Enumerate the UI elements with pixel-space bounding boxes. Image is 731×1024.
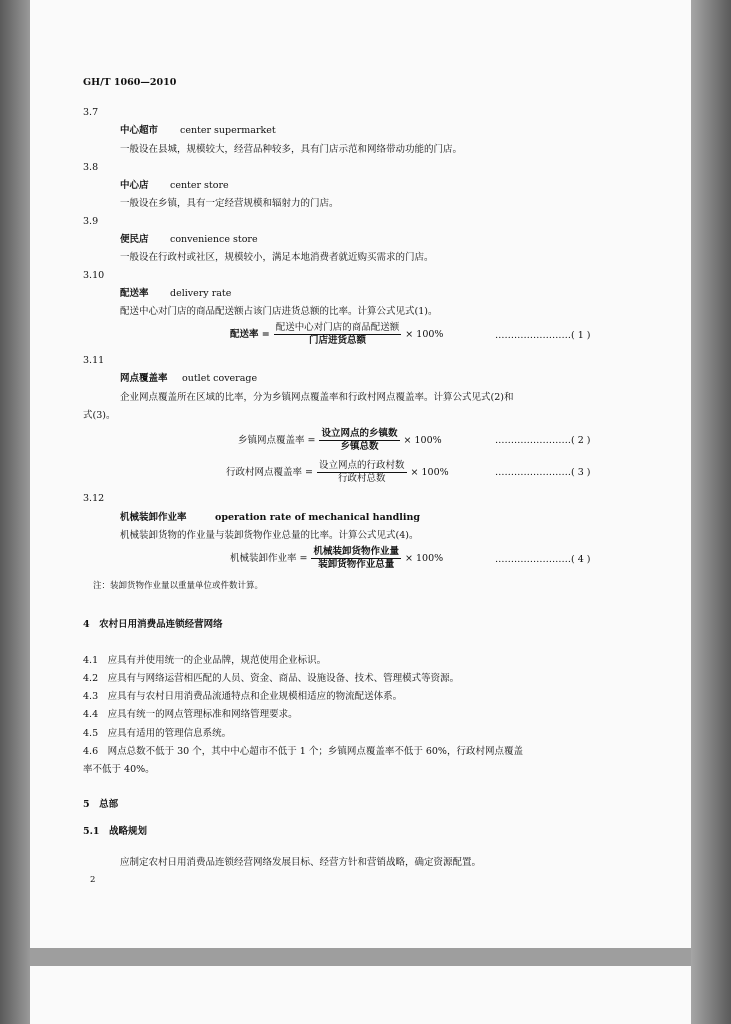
term-cn: 中心超市 [120, 125, 159, 136]
left-scan-edge [0, 0, 30, 1024]
term-en: center supermarket [180, 125, 276, 136]
leader-dots: …………………… [495, 467, 571, 478]
fraction [319, 428, 399, 453]
term-en: center store [170, 180, 229, 191]
term-cn: 机械装卸作业率 [120, 512, 187, 523]
formula-4 [230, 546, 443, 571]
formula-1 [230, 322, 443, 347]
fraction-denominator: 乡镇总数 [340, 441, 379, 452]
subclause-text: 应制定农村日用消费品连锁经营网络发展目标、经营方针和营销战略，确定资源配置。 [120, 857, 482, 868]
formula-lhs: 机械装卸作业率 = [230, 552, 308, 564]
subclause-title: 5.1 战略规划 [83, 826, 148, 837]
term-definition-cont: 式(3)。 [83, 410, 116, 421]
right-scan-edge [691, 0, 731, 1024]
equation-number [495, 554, 591, 565]
clause-number: 3.11 [83, 355, 105, 366]
fraction-denominator: 行政村总数 [337, 473, 386, 484]
fraction [311, 546, 401, 571]
equation-number [495, 435, 591, 446]
formula-lhs: 乡镇网点覆盖率 = [238, 434, 316, 446]
term-en: convenience store [170, 234, 258, 245]
clause-item: 4.2 应具有与网络运营相匹配的人员、资金、商品、设施设备、技术、管理模式等资源。 [83, 673, 460, 684]
formula-percent: × 100% [405, 552, 444, 564]
equation-number [495, 467, 591, 478]
fraction [317, 460, 407, 485]
fraction-numerator: 机械装卸货物作业量 [313, 546, 399, 557]
formula-percent: × 100% [410, 466, 449, 478]
leader-dots: …………………… [495, 330, 571, 341]
page-number: 2 [90, 875, 96, 885]
term-en: operation rate of mechanical handling [215, 512, 421, 523]
equation-label: ( 3 ) [571, 467, 591, 478]
clause-number: 3.9 [83, 216, 99, 227]
term-en: delivery rate [170, 288, 232, 299]
term-definition: 配送中心对门店的商品配送额占该门店进货总额的比率。计算公式见式(1)。 [120, 306, 438, 317]
clause-number: 3.12 [83, 493, 105, 504]
note-text: 注：装卸货物作业量以重量单位或件数计算。 [93, 581, 264, 591]
clause-number: 3.10 [83, 270, 105, 281]
fraction-numerator: 配送中心对门店的商品配送额 [275, 322, 400, 333]
document-page [30, 0, 691, 948]
term-cn: 网点覆盖率 [120, 373, 168, 384]
standard-header: GH/T 1060—2010 [83, 77, 177, 88]
formula-percent: × 100% [403, 434, 442, 446]
leader-dots: …………………… [495, 435, 571, 446]
formula-lhs: 配送率 = [230, 328, 270, 340]
equation-label: ( 2 ) [571, 435, 591, 446]
equation-number [495, 330, 591, 341]
clause-item: 4.4 应具有统一的网点管理标准和网络管理要求。 [83, 709, 298, 720]
clause-number: 3.8 [83, 162, 99, 173]
leader-dots: …………………… [495, 554, 571, 565]
equation-label: ( 1 ) [571, 330, 591, 341]
clause-item: 4.3 应具有与农村日用消费品流通特点和企业规模相适应的物流配送体系。 [83, 691, 403, 702]
formula-2 [238, 428, 442, 453]
term-definition: 一般设在县城，规模较大，经营品种较多，具有门店示范和网络带动功能的门店。 [120, 144, 463, 155]
term-cn: 配送率 [120, 288, 149, 299]
clause-item: 4.6 网点总数不低于 30 个，其中中心超市不低于 1 个；乡镇网点覆盖率不低于 60%，行政村网点覆盖 [83, 746, 523, 757]
fraction-denominator: 门店进货总额 [309, 335, 367, 346]
term-definition: 一般设在行政村或社区，规模较小，满足本地消费者就近购买需求的门店。 [120, 252, 434, 263]
formula-percent: × 100% [405, 328, 444, 340]
clause-item: 4.5 应具有适用的管理信息系统。 [83, 728, 232, 739]
term-en: outlet coverage [182, 373, 258, 384]
clause-number: 3.7 [83, 107, 99, 118]
chapter-title: 4 农村日用消费品连锁经营网络 [83, 619, 223, 630]
term-definition: 企业网点覆盖所在区域的比率，分为乡镇网点覆盖率和行政村网点覆盖率。计算公式见式(2)和 [120, 392, 514, 403]
clause-item: 4.1 应具有并使用统一的企业品牌，规范使用企业标识。 [83, 655, 327, 666]
fraction [274, 322, 402, 347]
fraction-denominator: 装卸货物作业总量 [318, 559, 395, 570]
next-page [30, 966, 691, 1024]
chapter-title: 5 总部 [83, 799, 119, 810]
fraction-numerator: 设立网点的行政村数 [318, 460, 405, 471]
term-definition: 一般设在乡镇，具有一定经营规模和辐射力的门店。 [120, 198, 339, 209]
equation-label: ( 4 ) [571, 554, 591, 565]
formula-lhs: 行政村网点覆盖率 = [226, 466, 313, 478]
term-cn: 便民店 [120, 234, 149, 245]
fraction-numerator: 设立网点的乡镇数 [321, 428, 398, 439]
clause-item-cont: 率不低于 40%。 [83, 764, 155, 775]
term-definition: 机械装卸货物的作业量与装卸货物作业总量的比率。计算公式见式(4)。 [120, 530, 419, 541]
formula-3 [226, 460, 449, 485]
term-cn: 中心店 [120, 180, 149, 191]
page-gap [30, 948, 691, 966]
